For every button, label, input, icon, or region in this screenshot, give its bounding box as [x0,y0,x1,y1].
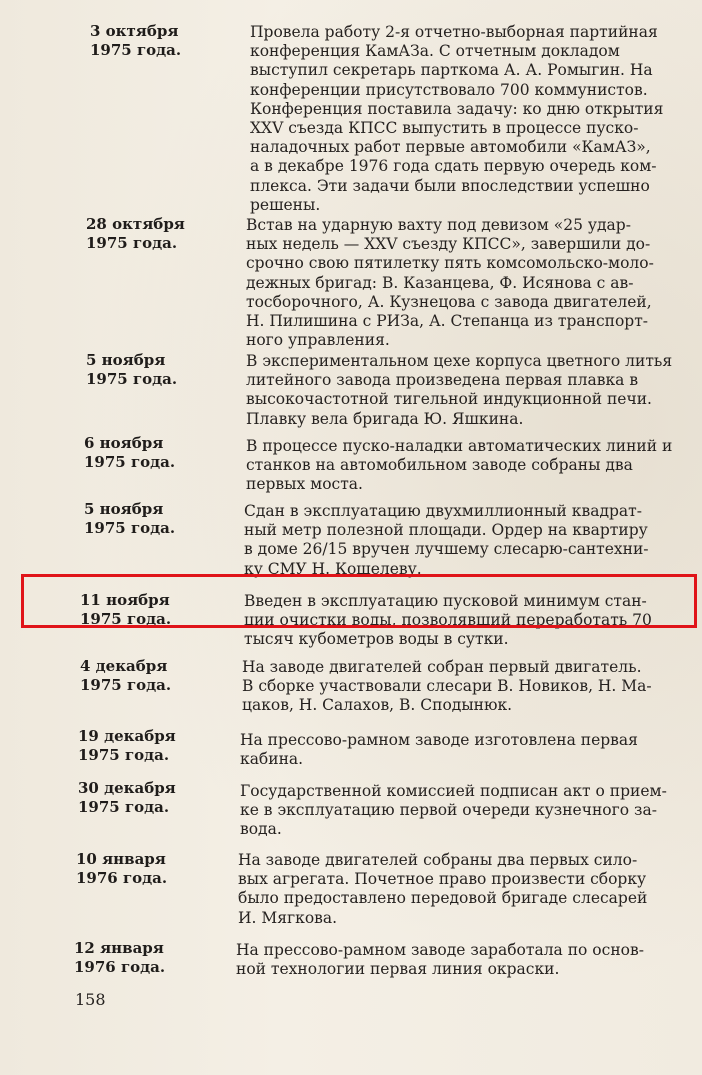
text-line: XXV съезда КПСС выпустить в процессе пуско- [250,119,639,138]
text-line: в доме 26/15 вручен лучшему слесарю-сантехни- [244,540,649,559]
text-line: было предоставлено передовой бригаде слесарей [238,889,648,908]
text-line: На прессово-рамном заводе изготовлена первая [240,731,638,749]
text-line: наладочных работ первые автомобили «КамАЗ», [250,138,651,157]
text-line: тосборочного, А. Кузнецова с завода двигателей, [246,292,652,311]
text-line: Плавку вела бригада Ю. Яшкина. [246,409,524,428]
text-line: Государственной комиссией подписан акт о прием- [240,782,667,800]
text-line: цаков, Н. Салахов, В. Сподынюк. [242,696,513,715]
text-line: ку СМУ Н. Кошелеву. [244,559,422,578]
entry-date: 19 декабря 1975 года. [78,727,176,764]
text-line: На заводе двигателей собраны два первых сило- [238,851,638,869]
entry-date: 4 декабря 1975 года. [80,657,172,694]
text-line: выступил секретарь парткома А. А. Ромыгин. На [250,61,653,80]
text-line: ной технологии первая линия окраски. [236,960,560,979]
text-line: И. Мягкова. [238,908,338,927]
entry-text [236,941,644,979]
text-line: срочно свою пятилетку пять комсомольско-моло- [246,254,654,273]
text-line: В сборке участвовали слесари В. Новиков, Н. Ма- [242,677,652,696]
text-line: конференции присутствовало 700 коммунистов. [250,80,648,99]
text-line: вых агрегата. Почетное право произвести сборку [238,870,647,889]
text-line: В процессе пуско-наладки автоматических линий и [246,437,673,455]
text-line: В экспериментальном цехе корпуса цветного литья [246,352,673,370]
text-line: Сдан в эксплуатацию двухмиллионный квадрат- [244,502,642,520]
text-line: Провела работу 2-я отчетно-выборная партийная [250,23,658,41]
entry-text [246,437,672,495]
entry-date: 12 января 1976 года. [74,939,166,976]
entry-date: 5 ноября 1975 года. [84,500,176,537]
text-line: ный метр полезной площади. Ордер на квартиру [244,521,648,540]
text-line: ции очистки воды, позволявший переработать 70 [244,611,652,630]
text-line: вода. [240,820,282,839]
entry-date: 28 октября 1975 года. [86,215,185,252]
text-line: высокочастотной тигельной индукционной печи. [246,390,652,409]
entry-date: 5 ноября 1975 года. [86,351,178,388]
text-line: кабина. [240,750,304,769]
highlight-box [21,574,697,628]
text-line: литейного завода произведена первая плавка в [246,371,639,390]
text-line: конференция КамАЗа. С отчетным докладом [250,42,620,61]
text-line: дежных бригад: В. Казанцева, Ф. Исянова с ав- [246,273,634,292]
text-line: На прессово-рамном заводе заработала по основ- [236,941,644,959]
text-line: плекса. Эти задачи были впоследствии успешно [250,176,650,195]
text-line: На заводе двигателей собран первый двигатель. [242,658,642,676]
entry-date: 6 ноября 1975 года. [84,434,176,471]
entry-text [246,216,654,350]
entry-date: 3 октября 1975 года. [90,22,182,59]
text-line: тысяч кубометров воды в сутки. [244,630,509,649]
entry-date: 30 декабря 1975 года. [78,779,176,816]
entry-date: 10 января 1976 года. [76,850,168,887]
text-line: станков на автомобильном заводе собраны два [246,456,633,475]
page-number: 158 [75,990,106,1009]
entry-text [242,658,652,716]
entry-text [246,352,672,429]
text-line: ке в эксплуатацию первой очереди кузнечного за- [240,801,657,820]
text-line: а в декабре 1976 года сдать первую очередь ком- [250,157,657,176]
entry-text [250,23,663,215]
text-line: Введен в эксплуатацию пусковой минимум стан- [244,592,647,610]
entry-date: 11 ноября 1975 года. [80,591,172,628]
entry-text [240,782,667,840]
text-line: Встав на ударную вахту под девизом «25 удар- [246,216,631,234]
entry-text [238,851,647,928]
text-line: решены. [250,195,321,214]
text-line: Конференция поставила задачу: ко дню открытия [250,99,664,118]
text-line: первых моста. [246,475,363,494]
text-line: ного управления. [246,331,390,350]
entry-text [244,502,649,579]
entry-text [240,731,638,769]
text-line: Н. Пилишина с РИЗа, А. Степанца из транспорт- [246,312,649,331]
text-line: ных недель — XXV съезду КПСС», завершили до- [246,235,651,254]
